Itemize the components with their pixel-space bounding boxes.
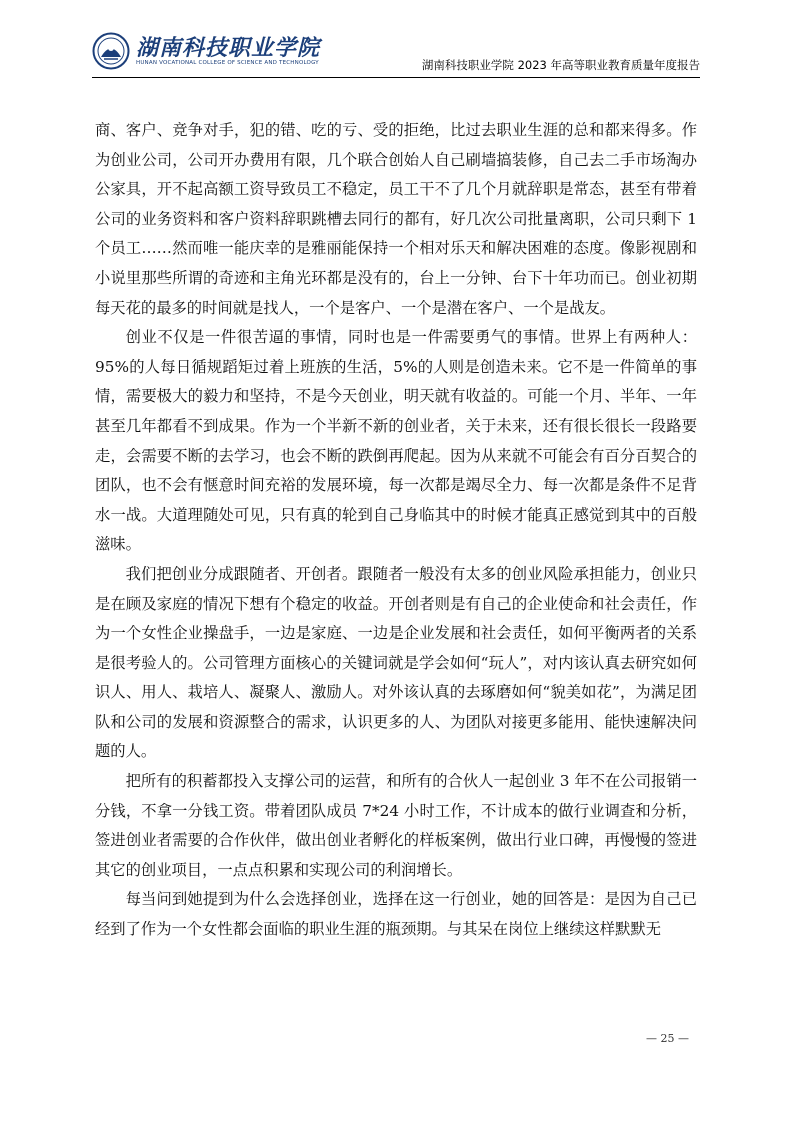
college-logo-subtitle: HUNAN VOCATIONAL COLLEGE OF SCIENCE AND TECHNOLOGY bbox=[136, 60, 319, 66]
body-paragraph: 我们把创业分成跟随者、开创者。跟随者一般没有太多的创业风险承担能力，创业只是在顾及家庭的情况下想有个稳定的收益。开创者则是有自己的企业使命和社会责任，作为一个女性企业操盘手，一边是家庭、一边是企业发展和社会责任，如何平衡两者的关系是很考验人的。公司管理方面核心的关键词就是学会如何“玩人”，对内该认真去研究如何识人、用人、栽培人、凝聚人、激励人。对外该认真的去琢磨如何“貌美如花”，为满足团队和公司的发展和资源整合的需求，认识更多的人、为团队对接更多能用、能快速解决问题的人。 bbox=[95, 564, 697, 761]
header-divider bbox=[92, 77, 700, 78]
college-logo-text: 湖南科技职业学院 bbox=[136, 35, 321, 61]
body-paragraph: 把所有的积蓄都投入支撑公司的运营，和所有的合伙人一起创业 3 年不在公司报销一分钱，不拿一分钱工资。带着团队成员 7*24 小时工作，不计成本的做行业调查和分析，签进创业者需要的合作伙伴，做出创业者孵化的样板案例，做出行业口碑，再慢慢的签进其它的创业项目，一点点积累和实现公司的利润增长。 bbox=[95, 772, 697, 879]
body-paragraph: 创业不仅是一件很苦逼的事情，同时也是一件需要勇气的事情。世界上有两种人：95%的人每日循规蹈矩过着上班族的生活，5%的人则是创造未来。它不是一件简单的事情，需要极大的毅力和坚持，不是今天创业，明天就有收益的。可能一个月、半年、一年甚至几年都看不到成果。作为一个半新不新的创业者，关于未来，还有很长很长一段路要走，会需要不断的去学习，也会不断的跌倒再爬起。因为从来就不可能会有百分百契合的团队，也不会有惬意时间充裕的发展环境，每一次都是竭尽全力、每一次都是条件不足背水一战。大道理随处可见，只有真的轮到自己身临其中的时候才能真正感觉到其中的百般滋味。 bbox=[95, 328, 697, 554]
page-body bbox=[95, 116, 697, 945]
body-paragraph: 每当问到她提到为什么会选择创业，选择在这一行创业，她的回答是：是因为自己已经到了作为一个女性都会面临的职业生涯的瓶颈期。与其呆在岗位上继续这样默默无 bbox=[95, 890, 697, 939]
page-header bbox=[92, 30, 700, 74]
college-emblem-icon bbox=[92, 32, 130, 70]
report-title: 湖南科技职业学院 2023 年高等职业教育质量年度报告 bbox=[421, 58, 700, 72]
body-paragraph: 商、客户、竞争对手，犯的错、吃的亏、受的拒绝，比过去职业生涯的总和都来得多。作为创业公司，公司开办费用有限，几个联合创始人自己刷墙搞装修，自己去二手市场淘办公家具，开不起高额工资导致员工不稳定，员工干不了几个月就辞职是常态，甚至有带着公司的业务资料和客户资料辞职跳槽去同行的都有，好几次公司批量离职，公司只剩下 1 个员工……然而唯一能庆幸的是雅丽能保持一个相对乐天和解决困难的态度。像影视剧和小说里那些所谓的奇迹和主角光环都是没有的，台上一分钟、台下十年功而已。创业初期每天花的最多的时间就是找人，一个是客户、一个是潜在客户、一个是战友。 bbox=[95, 121, 697, 317]
page-number: — 25 — bbox=[646, 1032, 689, 1045]
